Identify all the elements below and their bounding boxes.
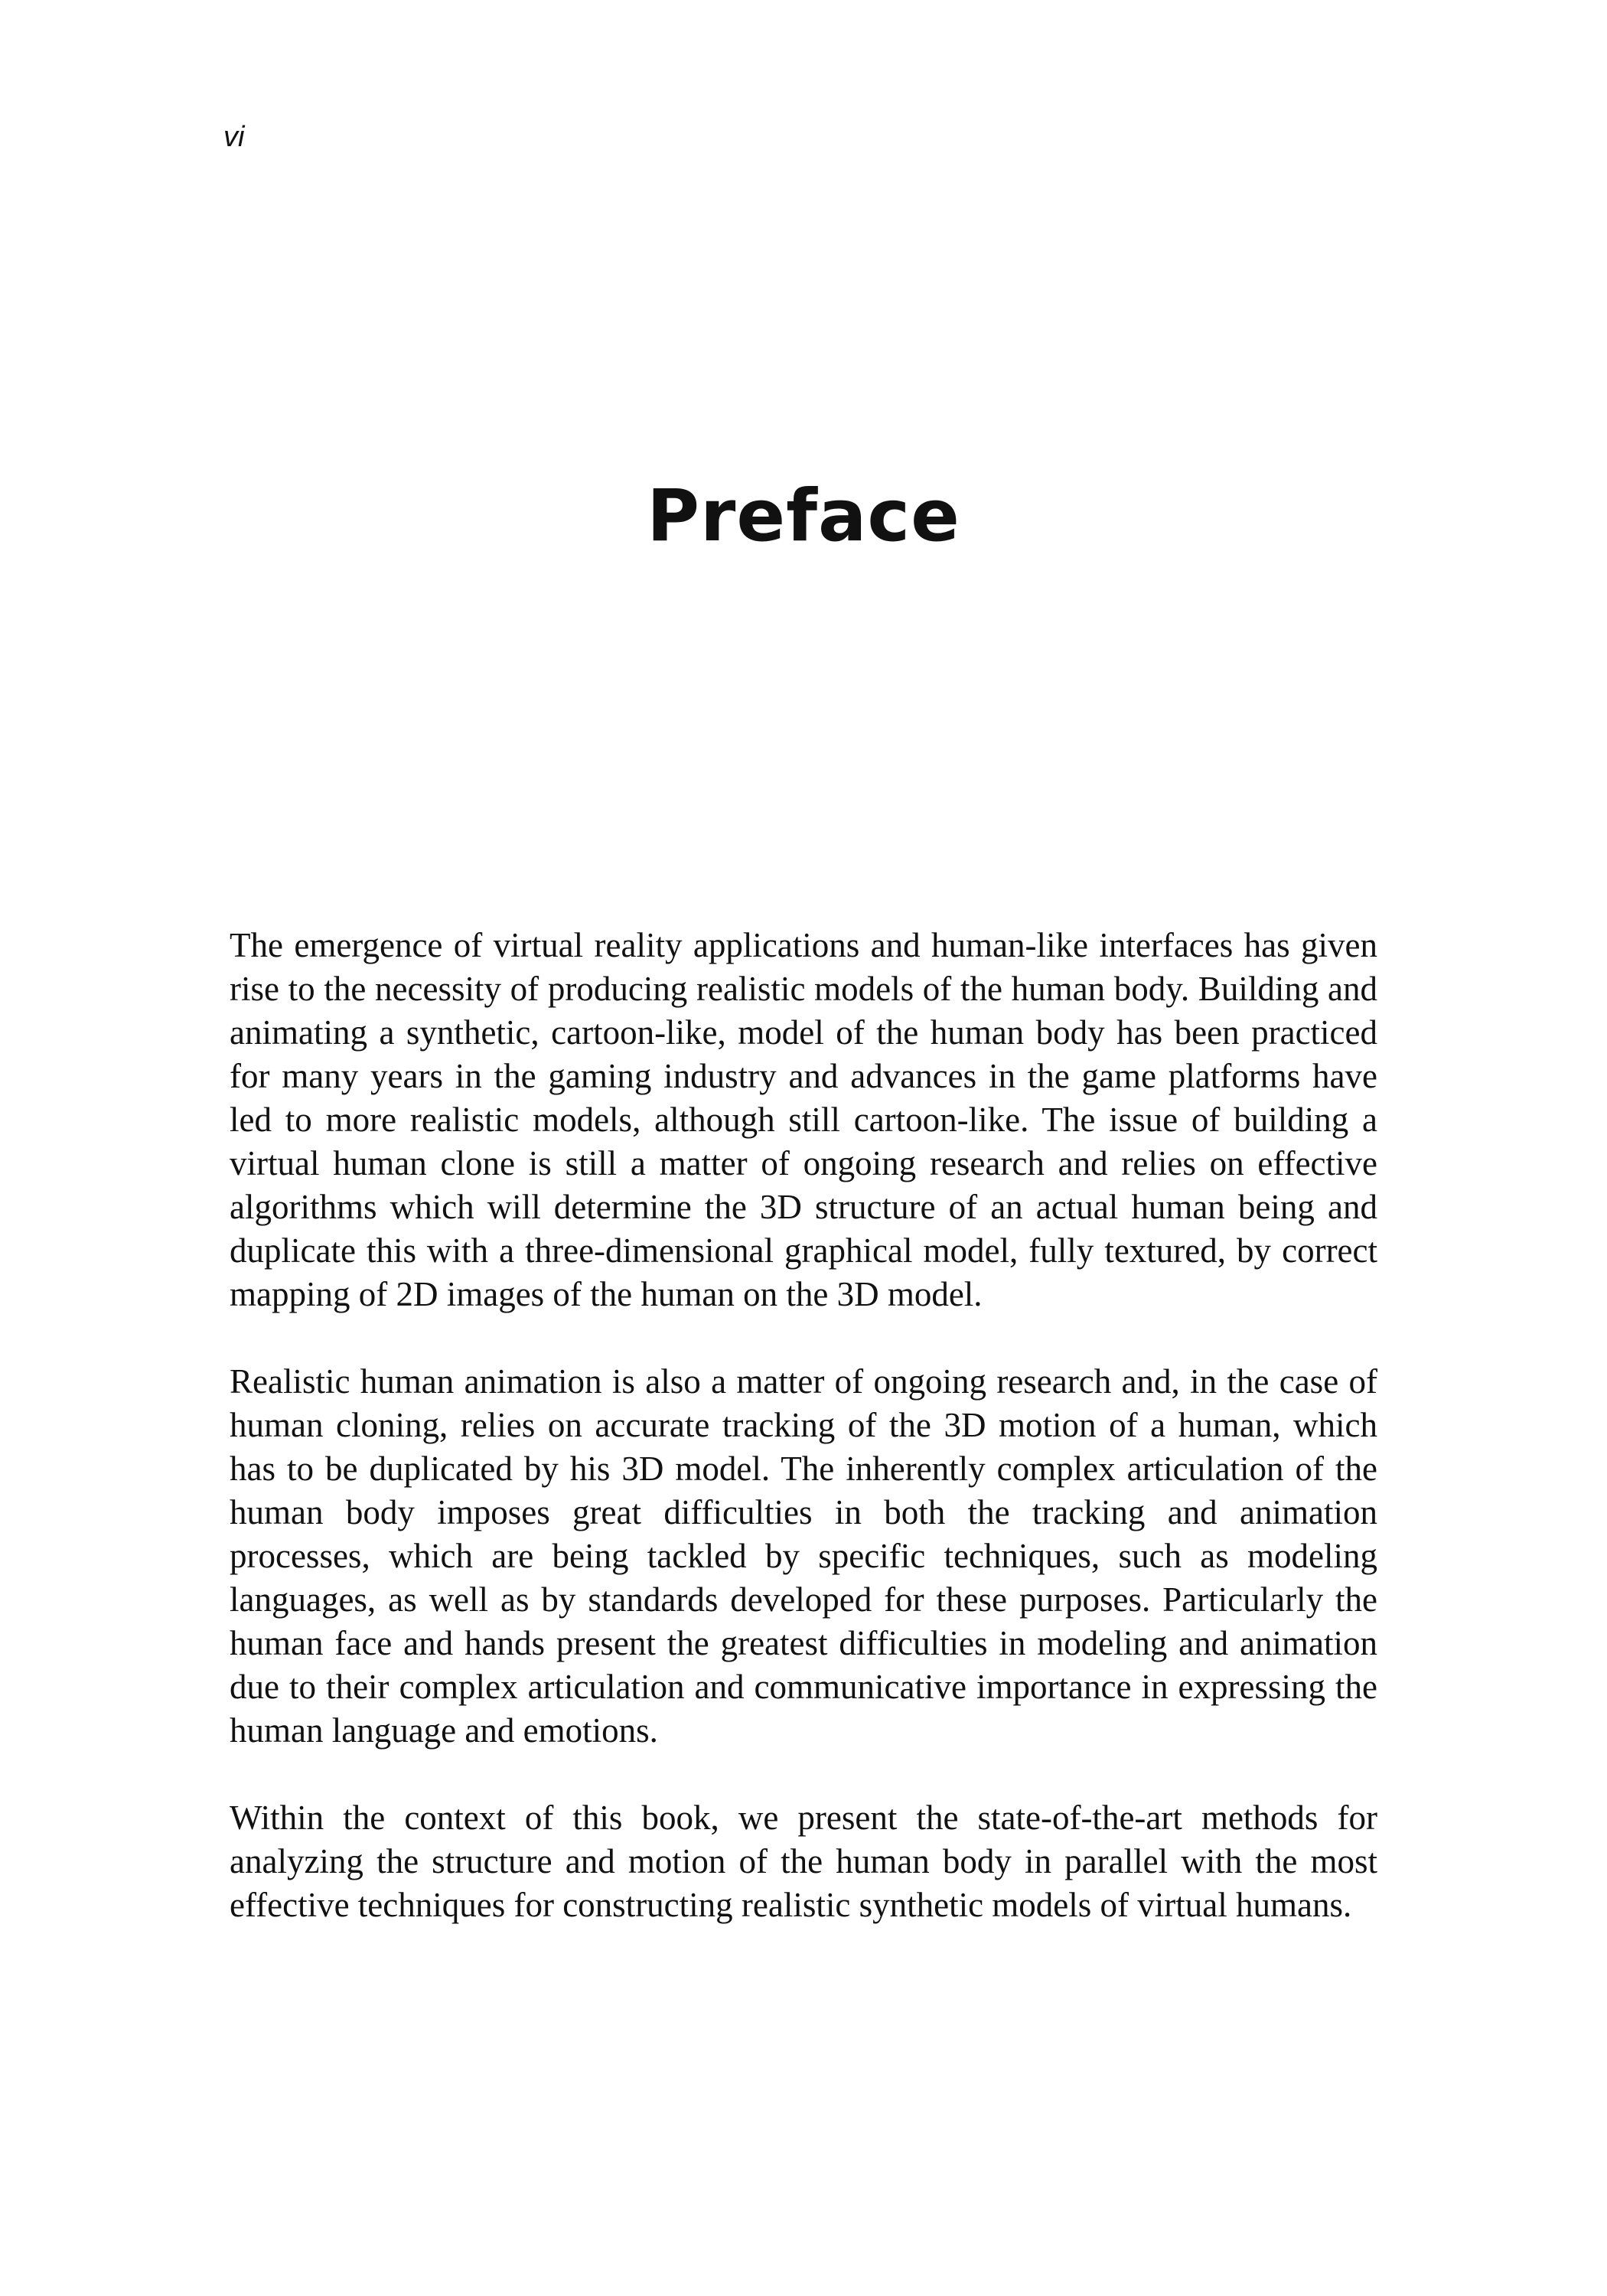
paragraph-2: Realistic human animation is also a matter of ongoing research and, in the case of human cloning, relies on accurate tracking of the 3D motion of a human, which has to be duplicated by his 3D model. The inherently complex articulation of the human body imposes great difficulties in both the tracking and animation processes, which are being tackled by specific techniques, such as modeling languages, as well as by standards developed for these purposes. Particularly the human face and hands present the greatest difficulties in modeling and animation due to their complex articulation and communicative importance in expressing the human language and emotions. <box>230 1362 1377 1750</box>
preface-body <box>230 924 1377 1971</box>
paragraph-3: Within the context of this book, we present the state-of-the-art methods for analyzing the structure and motion of the human body in parallel with the most effective techniques for constructing realistic synthetic models of virtual humans. <box>230 1799 1377 1924</box>
page-title: Preface <box>647 475 960 558</box>
paragraph-1: The emergence of virtual reality applications and human-like interfaces has given rise to the necessity of producing realistic models of the human body. Building and animating a synthetic, cartoon-like, model of the human body has been practiced for many years in the gaming industry and advances in the game platforms have led to more realistic models, although still cartoon-like. The issue of building a virtual human clone is still a matter of ongoing research and relies on effective algorithms which will determine the 3D structure of an actual human being and duplicate this with a three-dimensional graphical model, fully textured, by correct mapping of 2D images of the human on the 3D model. <box>230 926 1377 1313</box>
page-number: vi <box>223 121 245 153</box>
